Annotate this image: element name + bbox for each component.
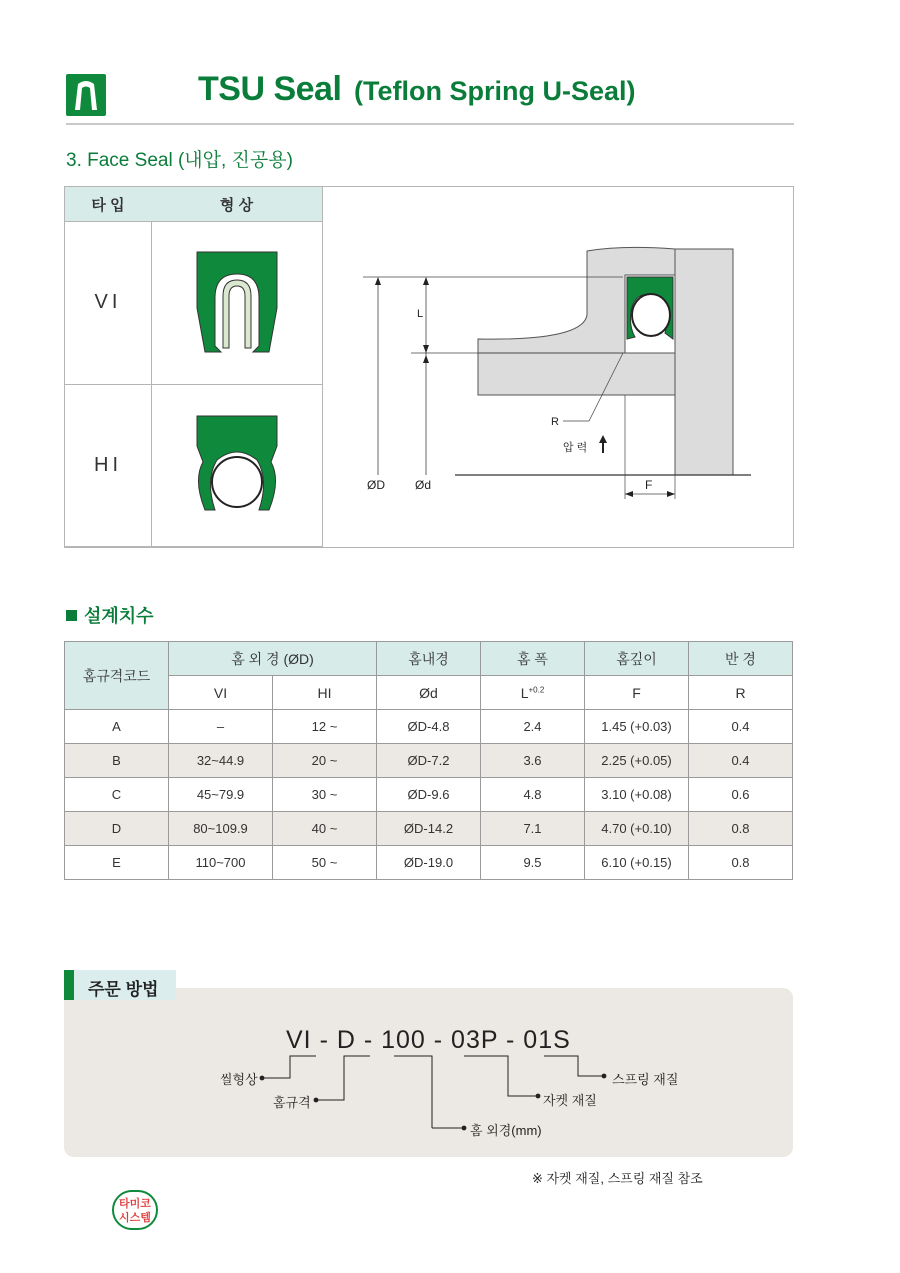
diagram-label-pressure: 압 력: [563, 442, 588, 454]
dims-header-depth: 홈깊이: [585, 642, 689, 676]
dims-header-radius: 반 경: [689, 642, 793, 676]
shape-vi-cell: [151, 221, 323, 385]
u-seal-logo-icon: [66, 74, 106, 116]
dims-header-depth-sym: F: [585, 676, 689, 710]
table-row: D 80~109.9 40 ~ ØD-14.2 7.1 4.70 (+0.10) 0.8: [65, 812, 793, 846]
dims-header-outer: 홈 외 경 (ØD): [169, 642, 377, 676]
order-label-groove: 홈규격: [273, 1095, 311, 1110]
groove-diagram: [323, 187, 793, 545]
square-bullet-icon: [66, 610, 77, 621]
table-row: A – 12 ~ ØD-4.8 2.4 1.45 (+0.03) 0.4: [65, 710, 793, 744]
table-row: C 45~79.9 30 ~ ØD-9.6 4.8 3.10 (+0.08) 0.6: [65, 778, 793, 812]
shape-table-type-header: 타 입: [65, 187, 152, 222]
hi-seal-profile-icon: [187, 410, 287, 520]
shape-table-shape-header: 형 상: [151, 187, 323, 222]
order-label-jacket: 자켓 재질: [543, 1093, 597, 1108]
order-label-outer: 홈 외경(mm): [470, 1123, 542, 1138]
page-subtitle: (Teflon Spring U-Seal): [354, 76, 636, 106]
table-row: E 110~700 50 ~ ØD-19.0 9.5 6.10 (+0.15) 0.8: [65, 846, 793, 880]
dims-header-radius-sym: R: [689, 676, 793, 710]
dims-header-width-sym: $L^{+0.2}$: [481, 676, 585, 710]
dims-header-code: 홈규격코드: [65, 642, 169, 710]
dims-title: 설계치수: [66, 602, 154, 628]
order-label-shape: 씰형상: [220, 1072, 258, 1087]
order-code-leaders: [64, 1050, 793, 1150]
shape-hi-cell: [151, 384, 323, 547]
shape-type-vi: VI: [65, 221, 152, 385]
diagram-label-r: R: [551, 416, 559, 428]
table-row: B 32~44.9 20 ~ ØD-7.2 3.6 2.25 (+0.05) 0.4: [65, 744, 793, 778]
dims-table: [64, 641, 793, 880]
dims-header-inner: 홈내경: [377, 642, 481, 676]
order-code-example: VI - D - 100 - 03P - 01S: [286, 1026, 571, 1054]
page-title: TSU Seal: [198, 70, 342, 108]
shape-table: [64, 186, 794, 548]
order-label-spring: 스프링 재질: [612, 1072, 679, 1087]
section-title: 3. Face Seal (내압, 진공용): [66, 150, 293, 171]
vi-seal-profile-icon: [187, 248, 287, 358]
dims-header-vi: VI: [169, 676, 273, 710]
shape-type-hi: HI: [65, 384, 152, 547]
company-logo: 타미코 시스템: [112, 1190, 158, 1230]
dims-header-inner-sym: Ød: [377, 676, 481, 710]
diagram-label-f: F: [645, 478, 653, 492]
material-note: ※ 자켓 재질, 스프링 재질 참조: [532, 1171, 703, 1186]
diagram-label-l: L: [417, 308, 424, 320]
order-method-title: 주문 방법: [64, 970, 176, 1000]
diagram-label-id: Ød: [415, 478, 432, 492]
dims-header-width: 홈 폭: [481, 642, 585, 676]
dims-header-hi: HI: [273, 676, 377, 710]
diagram-label-od: ØD: [367, 478, 385, 492]
header-divider: [66, 123, 794, 125]
